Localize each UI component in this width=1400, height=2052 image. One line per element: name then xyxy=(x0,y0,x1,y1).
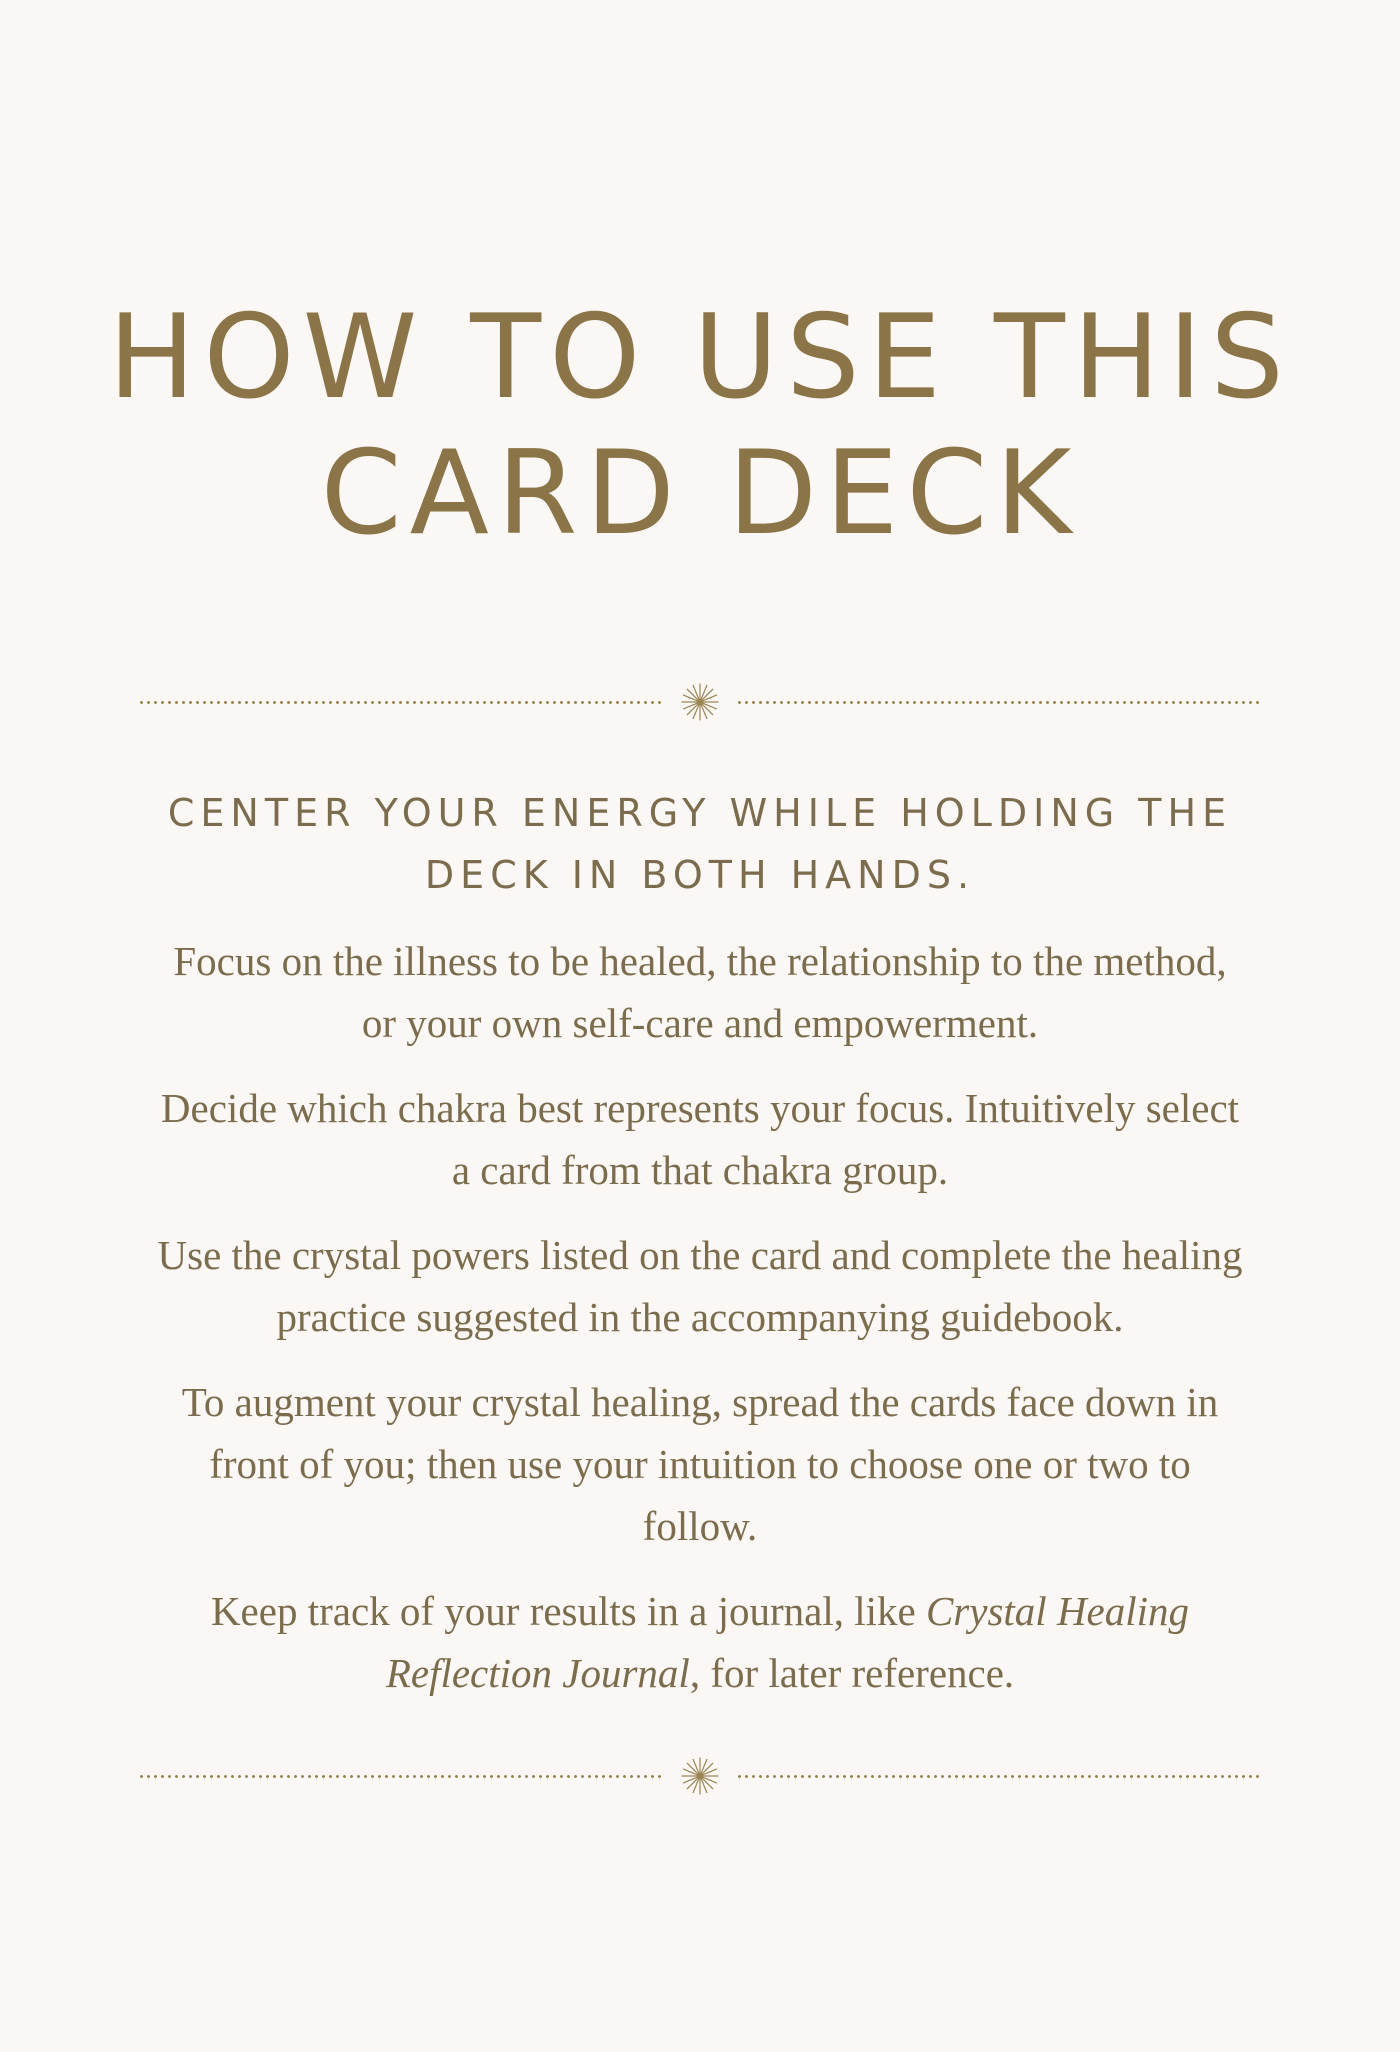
instruction-item: Focus on the illness to be healed, the relationship to the method, or your own self-care and empowerment. xyxy=(173,938,1227,1046)
dotted-rule-right xyxy=(736,701,1262,704)
subheading xyxy=(0,782,1400,906)
dotted-rule-right xyxy=(736,1775,1262,1778)
book-title: Crystal Healing Reflection Journal xyxy=(385,1588,1190,1696)
title-line-1: HOW TO USE THIS xyxy=(108,290,1292,425)
instruction-item: Use the crystal powers listed on the card and complete the healing practice suggested in the accompanying guidebook. xyxy=(157,1232,1243,1340)
instruction-item: Decide which chakra best represents your focus. Intuitively select a card from that chakra group. xyxy=(160,1085,1240,1193)
title-line-2: CARD DECK xyxy=(320,426,1080,561)
instruction-text: , for later reference. xyxy=(689,1650,1015,1696)
dotted-rule-left xyxy=(138,1775,664,1778)
dotted-rule-left xyxy=(138,701,664,704)
instruction-text: Keep track of your results in a journal, like xyxy=(210,1588,926,1634)
instruction-item xyxy=(160,1580,1240,1704)
starburst-icon xyxy=(680,682,720,722)
starburst-icon xyxy=(680,1756,720,1796)
instruction-list xyxy=(157,930,1243,1727)
top-divider xyxy=(138,682,1262,722)
instruction-item: To augment your crystal healing, spread the cards face down in front of you; then use your intuition to choose one or two to follow. xyxy=(181,1379,1219,1549)
page-title xyxy=(0,290,1400,562)
subheading-line-1: CENTER YOUR ENERGY WHILE HOLDING THE xyxy=(167,791,1233,835)
subheading-line-2: DECK IN BOTH HANDS. xyxy=(424,853,976,897)
bottom-divider xyxy=(138,1756,1262,1796)
